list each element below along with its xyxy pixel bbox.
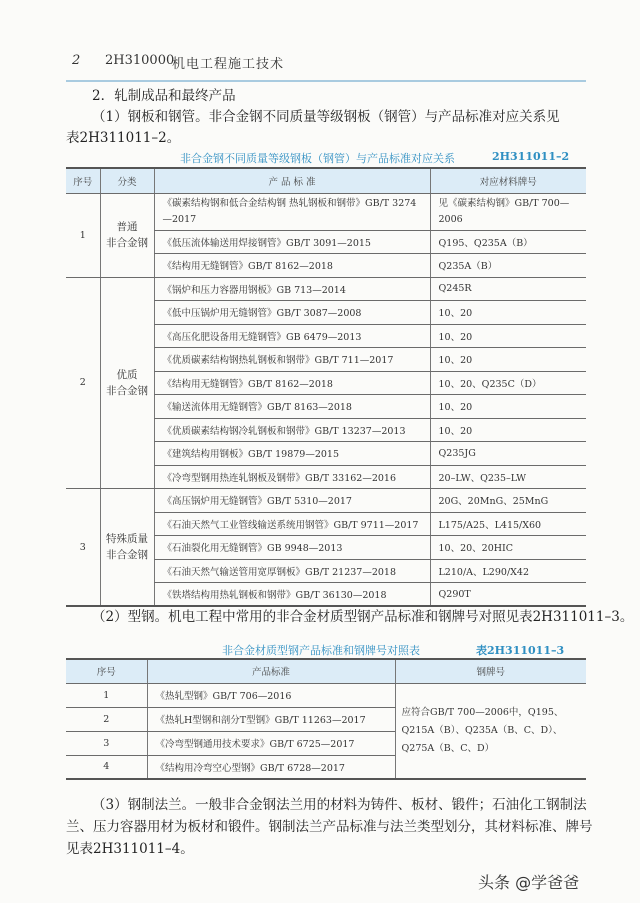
row-standard: 《低中压锅炉用无缝钢管》GB/T 3087—2008 [154, 301, 430, 325]
table-1-code: 2H311011–2 [492, 150, 570, 163]
row-no: 4 [66, 755, 147, 779]
table-2-caption: 非合金材质型钢产品标准和钢牌号对照表 [222, 644, 420, 657]
page-number: 2 [72, 53, 81, 68]
table-1 [66, 167, 586, 607]
section-heading: 2．轧制成品和最终产品 [92, 88, 236, 104]
col-header-no: 序号 [66, 659, 147, 683]
row-standard: 《热轧型钢》GB/T 706—2016 [147, 683, 395, 707]
row-standard: 《石油天然气工业管线输送系统用钢管》GB/T 9711—2017 [154, 512, 430, 536]
paragraph-3-line-3: 见表2H311011–4。 [66, 841, 194, 857]
paragraph-1-line-1: （1）钢板和钢管。非合金钢不同质量等级钢板（钢管）与产品标准对应关系见 [92, 109, 560, 125]
row-standard: 《优质碳素结构钢热轧钢板和钢带》GB/T 711—2017 [154, 348, 430, 372]
row-standard: 《碳素结构钢和低合金结构钢 热轧钢板和钢带》GB/T 3274—2017 [154, 193, 430, 230]
row-grade: Q235A（B） [430, 254, 586, 278]
row-grade: 10、20 [430, 348, 586, 372]
row-grade: 10、20 [430, 418, 586, 442]
row-grade: Q290T [430, 583, 586, 607]
row-no: 2 [66, 707, 147, 731]
row-standard: 《冷弯型钢用热连轧钢板及钢带》GB/T 33162—2016 [154, 465, 430, 489]
row-grade: 10、20、20HIC [430, 536, 586, 560]
row-standard: 《结构用冷弯空心型钢》GB/T 6728—2017 [147, 755, 395, 779]
row-grade: 10、20 [430, 324, 586, 348]
col-header-category: 分类 [100, 168, 154, 193]
row-grade: 10、20 [430, 301, 586, 325]
chapter-title: 机电工程施工技术 [172, 57, 285, 72]
chapter-code: 2H310000 [105, 53, 175, 68]
row-standard: 《锅炉和压力容器用钢板》GB 713—2014 [154, 277, 430, 301]
col-header-standard: 产 品 标 准 [154, 168, 430, 193]
row-standard: 《石油天然气输送管用宽厚钢板》GB/T 21237—2018 [154, 559, 430, 583]
group-category: 普通 非合金钢 [100, 193, 154, 277]
row-standard: 《高压化肥设备用无缝钢管》GB 6479—2013 [154, 324, 430, 348]
group-no: 2 [66, 277, 100, 489]
table-row [66, 489, 586, 513]
row-standard: 《输送流体用无缝钢管》GB/T 8163—2018 [154, 395, 430, 419]
row-grade: L210/A、L290/X42 [430, 559, 586, 583]
row-standard: 《结构用无缝钢管》GB/T 8162—2018 [154, 371, 430, 395]
col-header-grade: 钢牌号 [395, 659, 586, 683]
group-category: 特殊质量 非合金钢 [100, 489, 154, 607]
paragraph-2: （2）型钢。机电工程中常用的非合金材质型钢产品标准和钢牌号对照见表2H311011–3。 [92, 609, 634, 625]
row-grade: L175/A25、L415/X60 [430, 512, 586, 536]
paragraph-3-line-1: （3）钢制法兰。一般非合金钢法兰用的材料为铸件、板材、锻件；石油化工钢制法 [92, 797, 587, 813]
row-grade: Q195、Q235A（B） [430, 230, 586, 254]
row-no: 3 [66, 731, 147, 755]
paragraph-3-line-2: 兰、压力容器用材为板材和锻件。钢制法兰产品标准与法兰类型划分，其材料标准、牌号 [66, 819, 593, 835]
group-category: 优质 非合金钢 [100, 277, 154, 489]
watermark: 头条 @学爸爸 [478, 873, 580, 892]
row-standard: 《石油裂化用无缝钢管》GB 9948—2013 [154, 536, 430, 560]
table-1-caption: 非合金钢不同质量等级钢板（钢管）与产品标准对应关系 [180, 152, 455, 165]
row-grade: 见《碳素结构钢》GB/T 700—2006 [430, 193, 586, 230]
row-standard: 《低压流体输送用焊接钢管》GB/T 3091—2015 [154, 230, 430, 254]
table-row [66, 277, 586, 301]
header-divider [66, 80, 586, 82]
row-grade: Q245R [430, 277, 586, 301]
table-2-code: 表2H311011–3 [470, 642, 570, 660]
col-header-no: 序号 [66, 168, 100, 193]
grade-cell: 应符合GB/T 700—2006中，Q195、Q215A（B）、Q235A（B、C、D）、Q275A（B、C、D） [395, 683, 586, 779]
table-row [66, 683, 586, 707]
row-standard: 《高压锅炉用无缝钢管》GB/T 5310—2017 [154, 489, 430, 513]
table-row [66, 193, 586, 230]
row-grade: 20G、20MnG、25MnG [430, 489, 586, 513]
group-no: 3 [66, 489, 100, 607]
paragraph-1-line-2: 表2H311011–2。 [66, 130, 181, 146]
table-2 [66, 658, 586, 780]
row-standard: 《结构用无缝钢管》GB/T 8162—2018 [154, 254, 430, 278]
row-standard: 《冷弯型钢通用技术要求》GB/T 6725—2017 [147, 731, 395, 755]
row-no: 1 [66, 683, 147, 707]
row-grade: 20–LW、Q235–LW [430, 465, 586, 489]
row-standard: 《铁塔结构用热轧钢板和钢带》GB/T 36130—2018 [154, 583, 430, 607]
row-grade: Q235JG [430, 442, 586, 466]
row-grade: 10、20、Q235C（D） [430, 371, 586, 395]
row-standard: 《建筑结构用钢板》GB/T 19879—2015 [154, 442, 430, 466]
row-standard: 《优质碳素结构钢冷轧钢板和钢带》GB/T 13237—2013 [154, 418, 430, 442]
row-standard: 《热轧H型钢和剖分T型钢》GB/T 11263—2017 [147, 707, 395, 731]
group-no: 1 [66, 193, 100, 277]
row-grade: 10、20 [430, 395, 586, 419]
col-header-standard: 产品标准 [147, 659, 395, 683]
col-header-grade: 对应材料牌号 [430, 168, 586, 193]
